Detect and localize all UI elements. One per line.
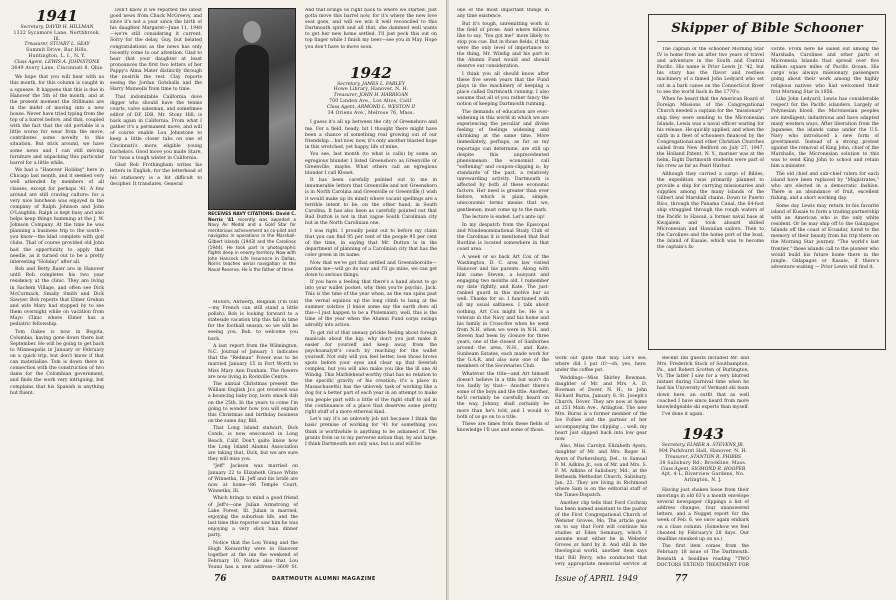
magazine-masthead: DARTMOUTH ALUMNI MAGAZINE	[272, 576, 376, 582]
paragraph: Like John Ledyard, Lewis has considerable respect for the Pacific islanders. Largely of Polynesian blood, the Micronesian peoples are intelligent, industrious and have adapted many western ways. After liberation from the Japanese, the islands came under the U.S. Navy who introduced a new form of government. Instead of a strong protest against the removal of King John, chief of the Marshalls, the Micronesian solution to this was to send King John to school and retain him a minister.	[771, 97, 879, 170]
class-1941-header	[10, 8, 104, 71]
paragraph: one of the most important things in any time existence.	[457, 8, 549, 20]
paragraph: When he heard that the American Board of Foreign Missions of the Congregational Church needed a captain for the "missionary" ship they were sending to the Micronesian Islands, Lewis was a naval officer waiting for his release. He quickly applied, and when the sixth in a fleet of schooners financed by the Congregational and other Christian Churches sailed from New Bedford on July 27, 1947, the Holland Patent, N. Y., mariner was at the helm. Eight Dartmouth students were part of his crew as far as Pearl Harbor.	[657, 97, 764, 170]
paragraph: The captain of the schooner Morning Star IV is home from an after two years of travel and adventure in the South and Central Pacific. His name is Prior Lewis Jr. '42, but his story has the flavor and restless machinery of a famed John Ledyard who set out in a bark canoe on the Connecticut River to see the world back in the 1770's.	[657, 47, 764, 95]
column-1942-b	[555, 8, 647, 348]
paragraph: work out quite that way. Let's see, where did I put it?—oh, yes, here, under the coffee pot.	[555, 356, 647, 374]
paragraph: Don't know if we reported the latest good news from Chuck McGreevy, and since it's not a year since the birth of his daughter Margaret—June 11, 1948—we're still considering it current. Sorry for the delay, Guy, but belated congratulations as the news has only recently come to our attention. Glad to hear that your daughter at least pronounces the first two letters of her Pappy's Alma Mater distinctly through the nostrils the rest. Clay reports seeing the Jordan Gotshalls and the Harry Maxwells from time to time.	[110, 8, 202, 93]
paragraph: That Long Island stalwart, Dick Conds, is now ensconced in Long Beach, Calif. Don't quite know how the Long Island Alumni Association are taking that, Dick, but we are sure they will miss you.	[208, 426, 298, 462]
paragraph: The demands of education are ever-widening in this world in which we are experiencing the peculiar and divine feeling of feelings widening and shrinking at the same time. More immediately, perhaps, as far as my reportage can determine, are still up despite this unprecedented phenomenon the economist call "softening" and coupon-clipping is, by standards of the past, a relatively unrewarding activity. Dartmouth is affected by both of these economic factors. Her need is greater than ever before, which is plain, simple, uneconomic terms means that we, gentlemen, must come up to the mark.	[457, 110, 549, 213]
agent-line: Class Agent, SIGMOND R. HOOPER	[660, 466, 746, 472]
class-year-1942: 1942	[350, 63, 392, 82]
paragraph: Although they carried a cargo of Bibles, the expedition was primarily planned to provide a ship for carrying missionaries and supplies among the many islands of the Gilbert and Marshall chains. Down to Puerto Rico, through the Panama Canal, the 64-foot ship struggled through the rough waters of the Pacific to Hawaii, a former naval base at Kwajalein and took aboard skilled Micronesian and Hawaiian sailors. Then to the Carolines and the home port of the boat, the Island of Kusaie, which was to become the captain's fa-	[657, 171, 764, 250]
secretary-line: Secretary, ELMER A. STEVENS JR.	[661, 443, 745, 449]
paragraph: Also, Miss Carolyn Elizabeth Ayers, daughter of Mr. and Mrs. Roger H. Ayers of Parkersburg, Del., to Samuel F. M. Adkins Jr., son of Mr. and Mrs. S. F. M. Adkins of Salisbury, Md., at the Bethesda Methodist Church, Salisbury, Jan. 22. They are living in Richmond where Sam is on the editorial staff of the Times-Dispatch.	[555, 444, 647, 499]
paragraph: The lecture is ended. Let's ante up!	[462, 215, 545, 221]
treasurer-line: Treasurer, JOHN H. HARRIGAN	[333, 93, 409, 99]
paragraph: It has been carefully pointed out to me in innumerable letters that Greenville and not Greensboro is in North Carolina and Greenville or Greenville (I wish it would make up its mind) where vacant spellings are a terrible intent to be, on the other hand, in South Carolina. It has also been as carefully pointed out that Bud Dutton is not in that vague South Carolinian city but in the North Carolinian one.	[305, 178, 437, 226]
paragraph: I think you all should know after these five seven years that the Fund plays in the machinery of keeping a place called Dartmouth running. I also assume that all of you rather fancy the notion of keeping Dartmouth running.	[457, 71, 549, 108]
secretary-line: Secretary, DAVID H. HILLMAN	[20, 25, 94, 30]
class-year-1943: 1943	[682, 425, 724, 444]
column-1942-continued	[457, 8, 549, 568]
column-1942	[305, 8, 437, 568]
paragraph: We hope that you will hear with us this month, for this column is caught in a squeeze. It happens that this is due in Hanover the 5th of the month, and at the present moment the Stillmans are in the midst of moving into a new house. Never have tried typing from the top of a barrel before, and that, coupled with the fact that the old portable is a little worse for wear from the move, contributes some novelty to this situation. But stick around, we have some news and I can still moving furniture and unpacking this particular barrel for a little while.	[10, 75, 104, 166]
paragraph: vorite. From here he sailed out among the Marshalls, Carolines and other parts of Micronesia Islands that spread over five million square miles of Pacific Ocean. His cargo was always missionary passengers going about their work among the highly religious natives who had welcomed their first Morning Star in 1856.	[771, 47, 879, 95]
treasurer-address: Summit Drive, Bar Hills,	[26, 48, 88, 54]
left-page	[0, 0, 447, 600]
paragraph: We had a "Hanover Holiday" here in Chicago last month, and it seemed very well attended by members of all classes, except for perhaps '41. A few around are still craving culture: for a very nice luncheon was enjoyed in the company of Ralph Johnson and John O'Laughlin. Ralph is kept busy and also helps keep things humming at the J. W. Johnson Company. At the time he was planning a business trip to the south—you know—the kind complete with golf clubs. That of course provided old John had the opportunity to apply that needle, as it turned out to be a pretty interesting "Holiday" after all.	[10, 168, 104, 265]
secretary-address: 904 Parkhurst Hall, Hanover, N. H.	[658, 449, 748, 455]
secretary-address: 1332 Sycamore Lane, Northbrook, Ill.	[13, 30, 101, 42]
paragraph: I've done it again.	[662, 412, 704, 418]
photo-subject-body	[235, 45, 269, 165]
paragraph: Some day Lewis may return to his favorite island of Kusaie to form a trading partnership with an American who is the only white resident. Or he may ship off to the Galapagos Islands off the coast of Ecuador, lured to the memory of their beauty from his trip there on the Morning Star journey. "The world's last frontier," these islands call to the pioneer who would build his future home there in the jungle. Galapagos or Kusaie, if there's adventure waiting — Prior Lewis will find it.	[771, 203, 879, 270]
paragraph: "Jeff" Jackson was married on January 22 to Elizabeth Grace White of Winnetka, Ill. Jeff and his bride are now at home—86 Temple Court, Winnetka, Ill.	[208, 464, 298, 494]
sidebar-box	[648, 14, 886, 350]
paragraph: Glad Bob Frothingham writes his letters in English, for the letterhead of his stationery is a bit difficult to decipher. It translates, General	[110, 163, 202, 187]
class-year-1941: 1941	[36, 8, 78, 25]
agent-address: 34 Oriens Ave., Melrose 76, Mass.	[327, 110, 415, 116]
paragraph: To get rid of that uneasy prickle feeling about foreign manicals about the hip, why don't you just make it easier for yourself and keep away from the psychoanalyst's couch by reaching for the wallet yourself. Not only will you feel better, lose those brows spots before your eyes and clear up that feverish complex, but you will also make you like the ill one Al Windig. This Marblehead worthy (that has no relation to the specific gravity of his creation; it's a place in Massachusetts) has the unlovely task of working like a dog for a better part of each year in an attempt to make you people part with a little of the right stuff to aid in the continuance of a place that deserves some pretty right stuff of a more ethereal kind.	[305, 330, 437, 415]
paragraph: Now that we've got that settled and Greensborolite—pardon me—will go its way and I'll go mine, we can get down to serious things.	[305, 260, 437, 278]
class-1943-header	[657, 426, 749, 484]
paragraph: That indomitable California dove digger who should have the tennis courts, valve salesman, and sometimes editor of DF IDB, Mr. Stony Hill, is back again in California. From what I gather it's a permanent move, and will of course enable Lou Johnstone to keep a little closer tabs on one of Cincinnati's more eligible young bachelors. Good move you made Stare, for 'twas a tough winter in California.	[110, 94, 202, 161]
column-1941-b	[110, 8, 202, 568]
paragraph: Tom Oakes is now in Bogota, Colombia, having gone down there last September. He will be going to get back to Minneapolis in January or February on a quick trip, but don't know if that can materialize. Tom is down there in connection with the construction of two dams for the Colombian government, and finds the work very intriguing, but complains that his Spanish is anything but fluent.	[10, 329, 104, 396]
right-page	[449, 0, 896, 600]
sidebar-column-b	[771, 47, 879, 345]
treasurer-city: Huntington, L. I., N. Y.	[28, 53, 86, 59]
paragraph: Recent Inn guests included Mr. and Mrs. Frederick Stock of Southampton, Pa., and Robert Scotten of Burlington, Vt. The latter I saw for a very blurred instant during Carnival time when he had his University of Vermont ski team down here, an outfit that as well coached I have since heard from more knowledgeable ski experts than myself.	[657, 356, 749, 410]
paragraph: You see, last month (to what is calls) by some an egregious blunder I listed Greensboro as Greenville or Greenville, maybe. What others call an egregious blunder I call Klonet.	[305, 152, 437, 176]
paragraph: In my despatch from the Episcopal and Nondenominational Study Club of the Carolinas it is mentioned that Bud Burdine is located somewhere in that coast area.	[457, 222, 549, 253]
caption-headline: RECEIVES NAVY CITATIONS: David C. Norris '41	[208, 212, 296, 223]
paragraph: I guess it's all up between the city of Greensboro and me. For a field, heady, bit I thought there might have been a chance of something real growing out of our friendship... but now, now, it's only another blasted hope in this wretched, yet happy, life of mine.	[305, 120, 437, 150]
caption-text: recently was awarded a Navy Air Medal and a Gold Star for meritorious achievement as co-pilot and navigator in operations in the Marshall-Gilbert Islands (1943) and the Carolines (1944). He took part in photographic flights deep in enemy territory. Now with John Hancock Life Insurance in Dallas, Norris teaches aerial navigation in the Naval Reserve. He is the father of three.	[208, 217, 297, 273]
paragraph: A week or so back Art Cox of the Washington, D. C. area law visited Hanover and his parents. Along with him came Steven, a buoyant and engaging two months old. I remember my date rightly, and Kate. The just-ranked guard in this motive bar as well. Thanks for so. I functioned with all my usual saltiness. I talk about nothing. Art Cox might be. He is a veteran in the Navy and his home and his family in Cross-fire when he went from N.H. when we were in N.H. and Steven had been by closure for three years, one of the closest of Sanbornes around the area, N.H., and Kate. Sunbeam Estates, each made work for the G.A.R. and also now one of the members of the Secretaries Club.	[457, 254, 549, 370]
treasurer-address: 38 Salisbury Rd., Brookline, Mass.	[659, 460, 747, 466]
secretary-line: Secretary, JAMES L. FARLEY	[337, 81, 405, 87]
sidebar-rule	[657, 41, 877, 42]
paragraph: Bob and Betty Baier are in Hanover until Bob completes his two year residency at the clinic. They are living in Sachem Village, and often see Dick McCormack, Smally Smith and Dick Sawyer. Bob reports that Elmer Grehan and wife Mary had stopped by to see them overnight while on vacation from Mayo Clinic where Elmer has a pediatric fellowship.	[10, 267, 104, 328]
agent-line: Class Agent, ARMOND L. WESTON II	[326, 104, 416, 110]
agent-line: Class Agent, LEWIS A. JOHNSTONE	[14, 59, 100, 65]
paragraph: Notice that the Lou Young and the Hugh Kenworthy were in Hanover together at the inn the weekend of February 10. Notice also that Lou Young has a new address—3609 St.	[208, 540, 298, 568]
agent-address: Apt. 4-L, Riverview Gardens, No. Arlington, N. J.	[661, 472, 745, 484]
norris-photo	[208, 8, 296, 210]
sidebar-title: Skipper of Bible Schooner	[671, 21, 863, 36]
treasurer-line: Treasurer, STANTON R. PHIBBS	[664, 455, 742, 461]
paragraph: Another clip tells that Ford Cochran has been named assistant to the pastor of the First Congregational Church of Webster Groves, Mo. The article goes on to say that Ford will continue his studies at Eden Seminary, which I assume must either be in Webster Groves or hard by it. And still in the theological world, another item says that Bill Perry, who conducted that very appropriate memorial service at	[555, 500, 647, 567]
photo-caption	[208, 212, 296, 274]
paragraph: The annual Christmas present the William English Jr.s got received was a bouncing baby boy, born smack dab on the 25th. In the years to come I'm going to wonder how you will explain this Christmas and birthday business on the same day, Bill.	[208, 382, 298, 424]
paragraph: The first item comes from the February 18 issue of The Dartmouth. Beneath a headline reading "TWO DOCTORS EXTEND TREATMENT FOR	[657, 544, 749, 568]
column-weddings	[555, 356, 647, 568]
paragraph: Which brings to mind a good friend of Jeff's—one Julian Armstrong of Lake Forest, Ill. Julian is married, enjoying the suburban life, and the last time this reporter saw him he was enjoying a very slick luau dinner party.	[208, 496, 298, 538]
column-1941-a	[10, 8, 104, 568]
paragraph: Motors, Antwerp, Belgium (I'm told—my French can still stand a little polish). Bob is looking forward to a stateside vacation trip this fall in time for the football season, so we will be seeing you, Bob, to welcome you back.	[208, 300, 298, 342]
page-number-right: 77	[675, 574, 688, 584]
paragraph: A last report from the Wilmington, N.C. Journal of January 1 indicates that the "Redman" Power was to be married January 15 in Fort Worth to Miss Mary Ann Dunham. The flowers are now living in Rockville Centre.	[208, 344, 298, 380]
sidebar-column-a	[657, 47, 764, 345]
photo-subject-head	[243, 21, 261, 43]
agent-address: 3649 Avery Lane, Cincinnati 8, Ohio	[11, 65, 103, 71]
paragraph: The old chief and sub-chief rulers for each island have been replaced by "Magistrates," who are elected in a democratic fashion. There is an abundance of fruit, excellent fishing, and a short working day.	[771, 171, 879, 202]
page-number-left: 76	[214, 574, 227, 584]
paragraph: If you have a feeling that there's a hand about to go into your wallet pocket, why then you're psychic, Jack. This is the time of the year when, as the sun spins past the vernal equinox up the long climb to hang at the summer solstice (I know some say the earth does all this—I just happen to be a Ptolemaist), well, this is the time of the year when the Alumni Fund corps swings adroitly into action.	[305, 280, 437, 328]
secretary-address: Howe Library, Hanover, N. H.	[333, 87, 409, 93]
paragraph: I was right. I proudly point out to before my claim that you can find 95 per cent of the people 95 per cent of the time, in saying that Mr. Dutton is in the department of planning of a Carolinian city that has the color green in its name.	[305, 228, 437, 258]
class-1942-header	[305, 65, 437, 117]
paragraph: Weddings—Miss Shirley Bowman, daughter of Mr. and Mrs. A. D. Bowman of Dover, N. H., to John Richard Burns, January 8, St. Joseph's Church, Dover. They are now at home at 251 Main Ave., Arlington. The new Mrs. Burns is a former member of the Ice Follies and the partner of her accompanying the clipping ... well, my heart just slipped back into low gear now.	[555, 375, 647, 442]
paragraph: And that brings us right back to where we started. Just gotta move this barrel now, for it's where the new love seat goes, and will we win it well reconciled to this Dartmouth spirit and all that, she dammed well wants to get her new home settled. I'll just peck this out on top finger while I finish my beer—see you in May. Hope you don't have to move soon.	[305, 8, 437, 50]
paragraph: Whatever the title—and Art himself doesn't believe in a title but won't do too badly by that— Another there's some of the boys and the title. Another, he'll certainly be carefully heard on the way, Johnny, shall certainly be more than he's told, and I would to both of us go on to a title.	[457, 371, 549, 420]
paragraph: But it's tough, unremitting work in the field of prose. And where fellows like to say, 'You got me!' more likely to stop you cue. But in those fields, if that were the only level of importance to the thing, Mr. Windig and his part in the Alumni Fund would and should deserve our consideration.	[457, 21, 549, 70]
column-continued	[208, 300, 298, 568]
column-inn-guests	[657, 356, 749, 568]
treasurer-line: Treasurer, STUART L. SEAY	[24, 42, 90, 48]
paragraph: Let's say it's an unlovely job not because I think the basic premise of working for '41 for something you think is worthwhile is anything to be ashamed of. The grants from us to my perverse notion that, by and large, I think Dartmouth not only was, but is and will be	[305, 417, 437, 447]
treasurer-address: 700 Linden Ave., Los Altos, Calif.	[329, 99, 413, 105]
paragraph: Having just shaken loose from their moorings in old 63's a month envelope several newspaper clippings a list of address changes, four unanswered letters, and a Nugget report for the week of Feb. 6, we once again embark on a class column. (Somehow we feel cheated by February's 28 days. Our deadline sneaked up on us.)	[657, 488, 749, 542]
issue-label: Issue of APRIL 1949	[555, 574, 638, 583]
paragraph: These are times from these fields of knowledge I'll use and some of those.	[457, 422, 549, 434]
